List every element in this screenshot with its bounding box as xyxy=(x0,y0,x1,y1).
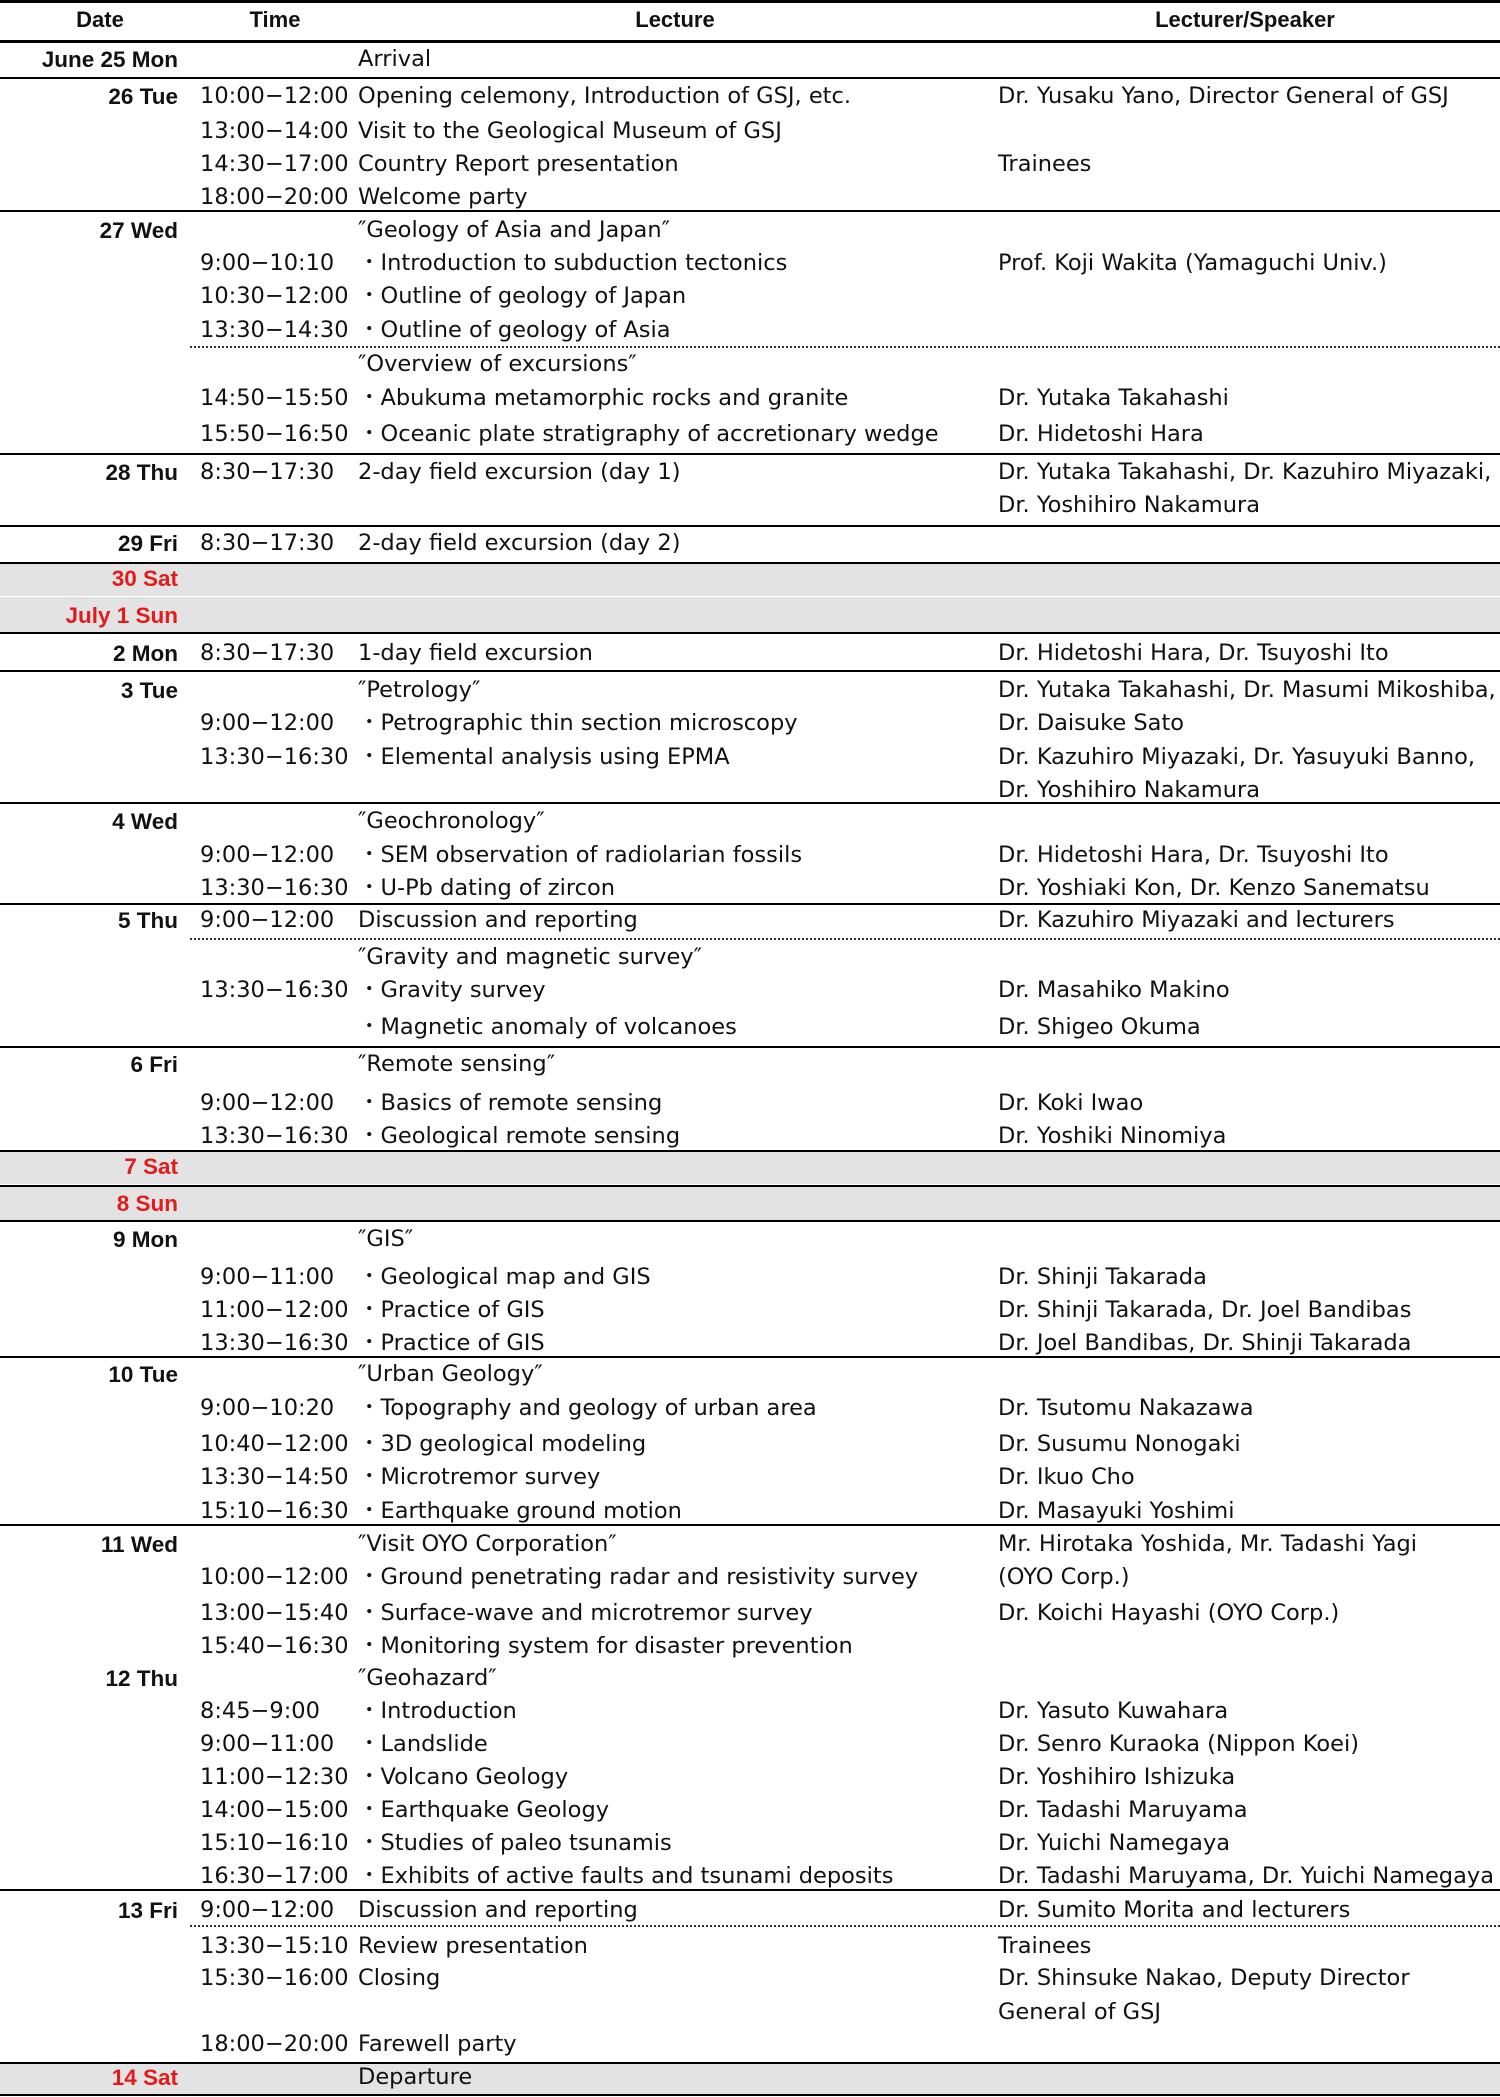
time-cell: 18:00−20:00 xyxy=(200,2031,349,2057)
lecturer-cell: Dr. Senro Kuraoka (Nippon Koei) xyxy=(998,1731,1360,1757)
row-rule xyxy=(0,2062,1500,2064)
time-cell: 8:30−17:30 xyxy=(200,530,335,556)
lecturer-cell: Dr. Hidetoshi Hara, Dr. Tsuyoshi Ito xyxy=(998,842,1389,868)
lecture-cell: Arrival xyxy=(358,46,432,72)
time-cell: 8:30−17:30 xyxy=(200,640,335,666)
lecture-cell: ・U-Pb dating of zircon xyxy=(358,875,615,901)
time-cell: 11:00−12:30 xyxy=(200,1764,349,1790)
lecturer-cell: Dr. Yoshihiro Nakamura xyxy=(998,777,1261,803)
time-cell: 14:00−15:00 xyxy=(200,1797,349,1823)
lecture-cell: Discussion and reporting xyxy=(358,1897,638,1923)
lecture-cell: Country Report presentation xyxy=(358,151,679,177)
lecturer-cell: Dr. Koichi Hayashi (OYO Corp.) xyxy=(998,1600,1340,1626)
lecturer-cell: Dr. Hidetoshi Hara, Dr. Tsuyoshi Ito xyxy=(998,640,1389,666)
lecture-cell: Visit to the Geological Museum of GSJ xyxy=(358,118,782,144)
date-cell: 10 Tue xyxy=(108,1362,178,1387)
lecture-cell: ・Outline of geology of Asia xyxy=(358,317,671,343)
time-cell: 13:30−14:50 xyxy=(200,1464,349,1490)
time-cell: 9:00−11:00 xyxy=(200,1731,335,1757)
dotted-divider xyxy=(190,938,1500,940)
lecturer-cell: Dr. Yoshihiro Nakamura xyxy=(998,492,1261,518)
lecture-cell: ″Gravity and magnetic survey″ xyxy=(358,944,703,970)
row-rule xyxy=(0,1185,1500,1187)
lecturer-cell: Dr. Yasuto Kuwahara xyxy=(998,1698,1229,1724)
time-cell: 8:45−9:00 xyxy=(200,1698,320,1724)
lecturer-cell: Dr. Tadashi Maruyama, Dr. Yuichi Namegaya xyxy=(998,1863,1494,1889)
lecture-cell: ″Urban Geology″ xyxy=(358,1361,543,1387)
time-cell: 9:00−12:00 xyxy=(200,907,335,933)
time-cell: 11:00−12:00 xyxy=(200,1297,349,1323)
lecturer-cell: Trainees xyxy=(998,151,1092,177)
time-cell: 14:30−17:00 xyxy=(200,151,349,177)
time-cell: 9:00−11:00 xyxy=(200,1264,335,1290)
time-cell: 15:40−16:30 xyxy=(200,1633,349,1659)
lecture-cell: ・Exhibits of active faults and tsunami deposits xyxy=(358,1863,894,1889)
lecture-cell: Opening celemony, Introduction of GSJ, etc. xyxy=(358,83,852,109)
time-cell: 9:00−10:20 xyxy=(200,1395,335,1421)
lecturer-cell: Dr. Shinsuke Nakao, Deputy Director xyxy=(998,1965,1410,1991)
time-cell: 13:30−16:30 xyxy=(200,1330,349,1356)
date-cell: 29 Fri xyxy=(117,531,178,556)
time-cell: 10:00−12:00 xyxy=(200,83,349,109)
lecture-cell: ″Geohazard″ xyxy=(358,1665,497,1691)
date-cell: 7 Sat xyxy=(124,1154,178,1179)
lecturer-cell: Mr. Hirotaka Yoshida, Mr. Tadashi Yagi xyxy=(998,1531,1418,1557)
weekend-band xyxy=(0,563,1500,596)
time-cell: 13:30−16:30 xyxy=(200,1123,349,1149)
header-date: Date xyxy=(76,7,124,32)
date-cell: 13 Fri xyxy=(117,1898,178,1923)
lecture-cell: ″Visit OYO Corporation″ xyxy=(358,1531,617,1557)
date-cell: 5 Thu xyxy=(118,908,178,933)
time-cell: 10:30−12:00 xyxy=(200,283,349,309)
time-cell: 13:00−14:00 xyxy=(200,118,349,144)
lecture-cell: Farewell party xyxy=(358,2031,517,2057)
lecture-cell: 2-day field excursion (day 1) xyxy=(358,459,681,485)
row-rule xyxy=(0,77,1500,79)
time-cell: 8:30−17:30 xyxy=(200,459,335,485)
lecture-cell: ・Outline of geology of Japan xyxy=(358,283,687,309)
lecturer-cell: Dr. Yutaka Takahashi xyxy=(998,385,1229,411)
time-cell: 10:00−12:00 xyxy=(200,1564,349,1590)
lecturer-cell: Dr. Susumu Nonogaki xyxy=(998,1431,1241,1457)
lecturer-cell: Dr. Ikuo Cho xyxy=(998,1464,1135,1490)
time-cell: 9:00−12:00 xyxy=(200,842,335,868)
lecture-cell: ・Abukuma metamorphic rocks and granite xyxy=(358,385,849,411)
date-cell: 26 Tue xyxy=(108,84,178,109)
lecture-cell: ″Geochronology″ xyxy=(358,808,545,834)
lecture-cell: Discussion and reporting xyxy=(358,907,638,933)
lecture-cell: ″GIS″ xyxy=(358,1226,414,1252)
lecture-cell: ″Geology of Asia and Japan″ xyxy=(358,217,671,243)
lecture-cell: ・Magnetic anomaly of volcanoes xyxy=(358,1014,737,1040)
row-rule xyxy=(0,670,1500,672)
lecturer-cell: Prof. Koji Wakita (Yamaguchi Univ.) xyxy=(998,250,1387,276)
lecturer-cell: Dr. Kazuhiro Miyazaki and lecturers xyxy=(998,907,1395,933)
lecturer-cell: Dr. Shinji Takarada, Dr. Joel Bandibas xyxy=(998,1297,1412,1323)
time-cell: 13:30−16:30 xyxy=(200,875,349,901)
time-cell: 9:00−12:00 xyxy=(200,1897,335,1923)
time-cell: 15:30−16:00 xyxy=(200,1965,349,1991)
lecturer-cell: Dr. Masahiko Makino xyxy=(998,977,1230,1003)
date-cell: 12 Thu xyxy=(105,1666,178,1691)
lecturer-cell: Dr. Shinji Takarada xyxy=(998,1264,1207,1290)
lecturer-cell: Dr. Yutaka Takahashi, Dr. Masumi Mikoshiba, xyxy=(998,677,1496,703)
time-cell: 13:30−16:30 xyxy=(200,977,349,1003)
header-lecturer: Lecturer/Speaker xyxy=(1155,7,1335,32)
lecturer-cell: Dr. Yoshiaki Kon, Dr. Kenzo Sanematsu xyxy=(998,875,1430,901)
lecture-cell: ・Earthquake Geology xyxy=(358,1797,610,1823)
lecture-cell: Departure xyxy=(358,2064,473,2090)
lecture-cell: ・Topography and geology of urban area xyxy=(358,1395,817,1421)
time-cell: 10:40−12:00 xyxy=(200,1431,349,1457)
lecturer-cell: Dr. Kazuhiro Miyazaki, Dr. Yasuyuki Banno, xyxy=(998,744,1476,770)
row-rule xyxy=(0,2094,1500,2096)
date-cell: 3 Tue xyxy=(120,678,178,703)
header-rule xyxy=(0,40,1500,43)
lecturer-cell: Dr. Joel Bandibas, Dr. Shinji Takarada xyxy=(998,1330,1412,1356)
date-cell: 27 Wed xyxy=(99,218,178,243)
lecture-cell: ・Microtremor survey xyxy=(358,1464,601,1490)
time-cell: 15:10−16:30 xyxy=(200,1498,349,1524)
time-cell: 15:10−16:10 xyxy=(200,1830,349,1856)
row-rule xyxy=(0,453,1500,455)
lecture-cell: ・Surface-wave and microtremor survey xyxy=(358,1600,813,1626)
lecturer-cell: Dr. Tsutomu Nakazawa xyxy=(998,1395,1254,1421)
lecture-cell: ・Petrographic thin section microscopy xyxy=(358,710,798,736)
lecturer-cell: Dr. Yusaku Yano, Director General of GSJ xyxy=(998,83,1449,109)
lecturer-cell: General of GSJ xyxy=(998,1999,1162,2025)
date-cell: 14 Sat xyxy=(111,2065,178,2090)
lecture-cell: ・Landslide xyxy=(358,1731,488,1757)
time-cell: 18:00−20:00 xyxy=(200,184,349,210)
date-cell: 2 Mon xyxy=(113,641,178,666)
date-cell: June 25 Mon xyxy=(41,47,178,72)
lecturer-cell: Dr. Hidetoshi Hara xyxy=(998,421,1204,447)
lecture-cell: ・Elemental analysis using EPMA xyxy=(358,744,730,770)
lecturer-cell: Dr. Yoshihiro Ishizuka xyxy=(998,1764,1236,1790)
date-cell: 6 Fri xyxy=(130,1052,178,1077)
date-cell: 8 Sun xyxy=(116,1191,178,1216)
date-cell: 11 Wed xyxy=(100,1532,178,1557)
lecture-cell: ・Ground penetrating radar and resistivity survey xyxy=(358,1564,919,1590)
weekend-band xyxy=(0,1150,1500,1184)
lecturer-cell: Dr. Daisuke Sato xyxy=(998,710,1185,736)
header-lecture: Lecture xyxy=(635,7,715,32)
lecture-cell: ″Overview of excursions″ xyxy=(358,351,637,377)
time-cell: 13:30−15:10 xyxy=(200,1933,349,1959)
row-rule xyxy=(0,562,1500,564)
lecture-cell: ・Gravity survey xyxy=(358,977,546,1003)
lecture-cell: ・Earthquake ground motion xyxy=(358,1498,682,1524)
lecture-cell: ・Geological map and GIS xyxy=(358,1264,651,1290)
time-cell: 13:30−14:30 xyxy=(200,317,349,343)
lecture-cell: ・Practice of GIS xyxy=(358,1330,545,1356)
time-cell: 13:30−16:30 xyxy=(200,744,349,770)
lecturer-cell: Dr. Yutaka Takahashi, Dr. Kazuhiro Miyazaki, xyxy=(998,459,1492,485)
lecture-cell: ・Introduction xyxy=(358,1698,517,1724)
time-cell: 14:50−15:50 xyxy=(200,385,349,411)
time-cell: 13:00−15:40 xyxy=(200,1600,349,1626)
date-cell: 30 Sat xyxy=(111,566,178,591)
weekend-band xyxy=(0,597,1500,633)
time-cell: 9:00−12:00 xyxy=(200,1090,335,1116)
date-cell: 28 Thu xyxy=(105,460,178,485)
row-rule xyxy=(0,1046,1500,1048)
lecturer-cell: (OYO Corp.) xyxy=(998,1564,1130,1590)
date-cell: 9 Mon xyxy=(113,1227,178,1252)
lecture-cell: ・Monitoring system for disaster prevention xyxy=(358,1633,853,1659)
lecturer-cell: Dr. Koki Iwao xyxy=(998,1090,1144,1116)
weekend-band xyxy=(0,1185,1500,1220)
lecture-cell: ・Studies of paleo tsunamis xyxy=(358,1830,672,1856)
lecturer-cell: Dr. Tadashi Maruyama xyxy=(998,1797,1248,1823)
date-cell: 4 Wed xyxy=(112,809,178,834)
lecture-cell: Closing xyxy=(358,1965,441,1991)
lecturer-cell: Dr. Sumito Morita and lecturers xyxy=(998,1897,1351,1923)
lecture-cell: ・SEM observation of radiolarian fossils xyxy=(358,842,803,868)
row-rule xyxy=(0,1220,1500,1222)
lecture-cell: 2-day field excursion (day 2) xyxy=(358,530,681,556)
lecturer-cell: Trainees xyxy=(998,1933,1092,1959)
time-cell: 16:30−17:00 xyxy=(200,1863,349,1889)
time-cell: 9:00−12:00 xyxy=(200,710,335,736)
lecture-cell: ・Introduction to subduction tectonics xyxy=(358,250,788,276)
header-time: Time xyxy=(249,7,301,32)
lecture-cell: ・Practice of GIS xyxy=(358,1297,545,1323)
time-cell: 15:50−16:50 xyxy=(200,421,349,447)
lecture-cell: ″Remote sensing″ xyxy=(358,1051,556,1077)
time-cell: 9:00−10:10 xyxy=(200,250,335,276)
lecture-cell: Welcome party xyxy=(358,184,528,210)
row-rule xyxy=(0,802,1500,804)
lecturer-cell: Dr. Yoshiki Ninomiya xyxy=(998,1123,1227,1149)
row-rule xyxy=(0,632,1500,634)
lecture-cell: ・Oceanic plate stratigraphy of accretionary wedge xyxy=(358,421,939,447)
lecture-cell: ・3D geological modeling xyxy=(358,1431,647,1457)
weekend-band xyxy=(0,2062,1500,2094)
lecture-cell: ″Petrology″ xyxy=(358,677,481,703)
lecturer-cell: Dr. Shigeo Okuma xyxy=(998,1014,1201,1040)
lecturer-cell: Dr. Yuichi Namegaya xyxy=(998,1830,1231,1856)
date-cell: July 1 Sun xyxy=(65,603,178,628)
lecture-cell: ・Volcano Geology xyxy=(358,1764,569,1790)
lecture-cell: ・Geological remote sensing xyxy=(358,1123,681,1149)
lecturer-cell: Dr. Masayuki Yoshimi xyxy=(998,1498,1235,1524)
lecture-cell: 1-day field excursion xyxy=(358,640,593,666)
lecture-cell: Review presentation xyxy=(358,1933,588,1959)
lecture-cell: ・Basics of remote sensing xyxy=(358,1090,663,1116)
